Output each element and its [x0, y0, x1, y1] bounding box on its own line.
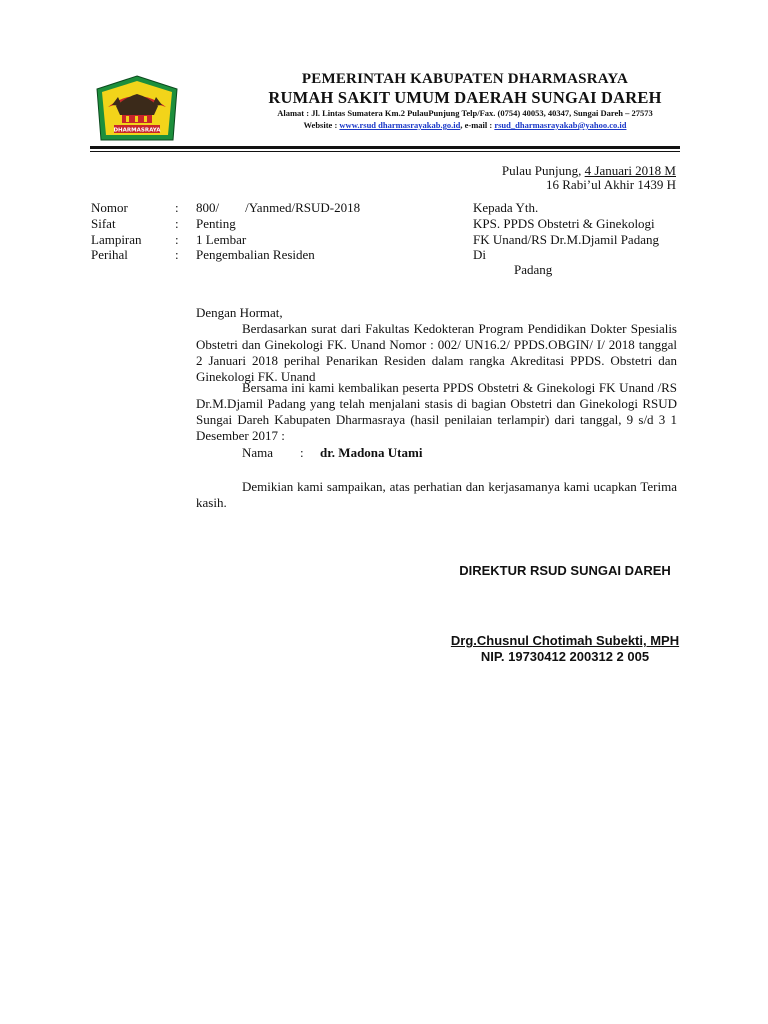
- nama-sep: :: [300, 445, 304, 460]
- date-place: Pulau Punjung,: [501, 163, 582, 178]
- nama-label: Nama: [242, 445, 274, 460]
- closing-paragraph: Demikian kami sampaikan, atas perhatian dan kerjasamanya kami ucapkan Terima kasih.: [196, 479, 677, 510]
- sifat-value: Penting: [196, 216, 236, 231]
- hospital-name: RUMAH SAKIT UMUM DAERAH SUNGAI DAREH: [268, 88, 662, 107]
- contact-line: [185, 120, 745, 130]
- website-link[interactable]: www.rsud dharmasrayakab.go.id: [339, 120, 461, 130]
- email-label: , e-mail :: [460, 120, 495, 130]
- header-rule-thick: [90, 146, 680, 149]
- date-hijri: 16 Rabi’ul Akhir 1439 H: [546, 177, 676, 192]
- perihal-value: Pengembalian Residen: [196, 247, 315, 262]
- salutation: Dengan Hormat,: [196, 305, 283, 320]
- nomor-value: 800/ /Yanmed/RSUD-2018: [196, 200, 361, 215]
- recipient-line1: Kepada Yth.: [473, 200, 539, 215]
- lampiran-label: Lampiran: [91, 232, 142, 247]
- sifat-label: Sifat: [91, 216, 116, 231]
- hospital-address: Alamat : Jl. Lintas Sumatera Km.2 PulauPunjung Telp/Fax. (0754) 40053, 40347, Sungai Dareh – 27573: [277, 108, 653, 118]
- recipient-line3: FK Unand/RS Dr.M.Djamil Padang: [473, 232, 659, 247]
- lampiran-sep: :: [175, 232, 179, 247]
- body-paragraph-2: Bersama ini kami kembalikan peserta PPDS Obstetri & Ginekologi FK Unand /RS Dr.M.Djamil Padang yang telah menjalani stasis di bagian Obstetri dan Ginekologi RSUD Sungai Dareh Kabupaten Dharmasraya (hasil penilaian terlampir) dari tanggal, 9 s/d 3 1 Desember 2017 :: [196, 380, 677, 443]
- svg-text:DHARMASRAYA: DHARMASRAYA: [113, 127, 161, 134]
- resident-name: dr. Madona Utami: [320, 445, 423, 460]
- signatory-name: Drg.Chusnul Chotimah Subekti, MPH: [450, 633, 680, 648]
- government-name: PEMERINTAH KABUPATEN DHARMASRAYA: [301, 71, 629, 87]
- perihal-sep: :: [175, 247, 179, 262]
- recipient-line2: KPS. PPDS Obstetri & Ginekologi: [473, 216, 655, 231]
- recipient-line4: Di: [473, 247, 486, 262]
- signatory-title: DIREKTUR RSUD SUNGAI DAREH: [459, 563, 671, 578]
- header-rule-thin: [90, 151, 680, 152]
- dharmasraya-logo: [96, 75, 178, 141]
- signatory-nip: NIP. 19730412 200312 2 005: [480, 649, 650, 664]
- nomor-label: Nomor: [91, 200, 128, 215]
- sifat-sep: :: [175, 216, 179, 231]
- nomor-sep: :: [175, 200, 179, 215]
- email-link[interactable]: rsud_dharmasrayakab@yahoo.co.id: [494, 120, 627, 130]
- body-paragraph-1: Berdasarkan surat dari Fakultas Kedokteran Program Pendidikan Dokter Spesialis Obstetri dan Ginekologi FK. Unand Nomor : 002/ UN16.2/ PPDS.OBGIN/ I/ 2018 tanggal 2 Januari 2018 perihal Penarikan Residen dalam rangka Akreditasi PPDS. Obstetri dan Ginekologi FK. Unand: [196, 321, 677, 384]
- perihal-label: Perihal: [91, 247, 128, 262]
- lampiran-value: 1 Lembar: [196, 232, 247, 247]
- date-gregorian: 4 Januari 2018 M: [584, 163, 676, 178]
- website-label: Website :: [303, 120, 340, 130]
- recipient-line5: Padang: [514, 262, 553, 277]
